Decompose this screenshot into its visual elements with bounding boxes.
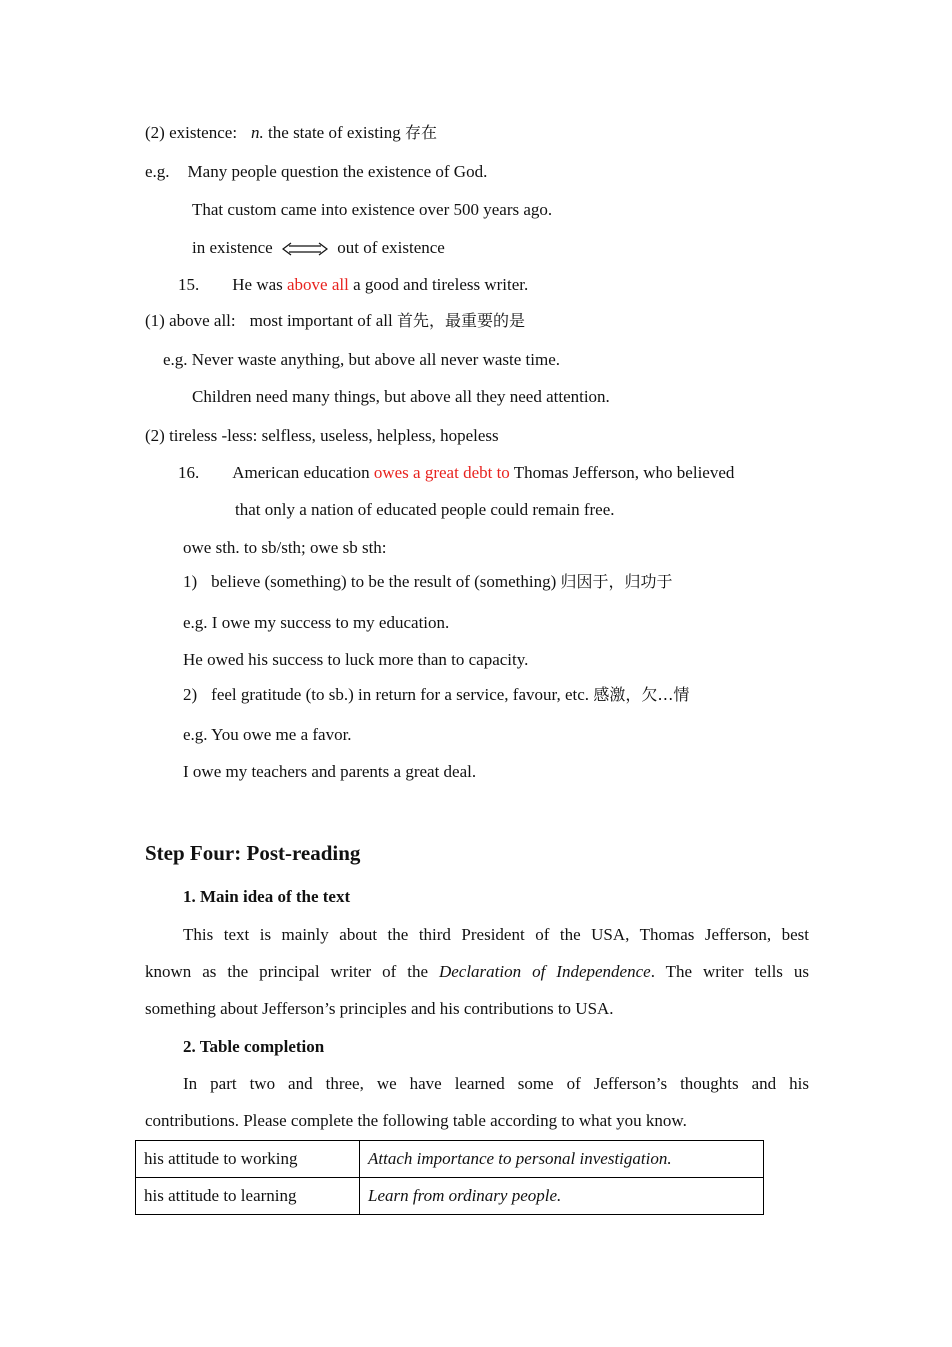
definition-text: believe (something) to be the result of (something): [211, 572, 561, 591]
chinese-gloss: 感激，欠…情: [593, 685, 690, 704]
paragraph-line: contributions. Please complete the following table according to what you know.: [145, 1111, 687, 1130]
definition-tireless: (2) tireless -less: selfless, useless, helpless, hopeless: [145, 426, 499, 445]
phrase-out-of-existence: out of existence: [337, 238, 445, 257]
example-line: That custom came into existence over 500 years ago.: [192, 200, 553, 219]
example-line: Children need many things, but above all they need attention.: [192, 387, 610, 406]
chinese-gloss: 存在: [404, 123, 437, 142]
usage-pattern: owe sth. to sb/sth; owe sb sth:: [183, 538, 387, 557]
example-line: e.g. You owe me a favor.: [183, 725, 352, 744]
sentence-15: [178, 274, 528, 296]
sentence-text: He was: [232, 275, 288, 294]
eg-label: e.g.: [145, 162, 170, 181]
table-cell-answer: Attach importance to personal investigation.: [360, 1141, 764, 1178]
sentence-text: a good and tireless writer.: [348, 275, 529, 294]
highlighted-phrase: above all: [287, 275, 349, 294]
sentence-number: 16.: [178, 463, 200, 482]
meaning-number: 2): [183, 685, 198, 704]
sentence-number: 15.: [178, 275, 200, 294]
example-line: e.g. Never waste anything, but above all never waste time.: [163, 350, 561, 369]
table-row: [136, 1141, 764, 1178]
paragraph-line: something about Jefferson’s principles and his contributions to USA.: [145, 999, 614, 1018]
table-cell-label: his attitude to working: [136, 1141, 360, 1178]
example-line: I owe my teachers and parents a great deal.: [183, 762, 477, 781]
paragraph-text: known as the principal writer of the: [145, 962, 439, 981]
sentence-continuation: that only a nation of educated people could remain free.: [235, 500, 615, 519]
sentence-16: [178, 462, 734, 484]
meaning-1: [183, 571, 673, 593]
chinese-gloss: 归因于，归功于: [560, 572, 673, 591]
paragraph-line: This text is mainly about the third President of the USA, Thomas Jefferson, best: [183, 925, 809, 944]
definition-text: the state of existing: [263, 123, 405, 142]
definition-text: most important of all: [249, 311, 397, 330]
example-line: e.g. I owe my success to my education.: [183, 613, 450, 632]
double-arrow-icon: [281, 242, 329, 256]
example-text: Many people question the existence of God.: [187, 162, 488, 181]
definition-above-all: [145, 310, 525, 332]
table-row: [136, 1178, 764, 1215]
table-cell-answer: Learn from ordinary people.: [360, 1178, 764, 1215]
paragraph-line: In part two and three, we have learned some of Jefferson’s thoughts and his: [183, 1074, 809, 1093]
example-line: He owed his success to luck more than to capacity.: [183, 650, 529, 669]
meaning-2: [183, 684, 689, 706]
definition-existence: [145, 122, 437, 144]
meaning-number: 1): [183, 572, 198, 591]
example-line: [145, 161, 487, 183]
subsection-heading: 2. Table completion: [183, 1037, 325, 1056]
term-label: (1) above all:: [145, 311, 236, 330]
highlighted-phrase: owes a great debt to: [373, 463, 510, 482]
sentence-text: American education: [232, 463, 374, 482]
paragraph-line: [145, 961, 809, 983]
chinese-gloss: 首先，最重要的是: [396, 311, 525, 330]
sentence-text: Thomas Jefferson, who believed: [509, 463, 735, 482]
definition-text: feel gratitude (to sb.) in return for a service, favour, etc.: [211, 685, 594, 704]
part-of-speech: n.: [251, 123, 264, 142]
subsection-heading: 1. Main idea of the text: [183, 887, 351, 906]
section-heading: Step Four: Post-reading: [145, 841, 361, 865]
table-cell-label: his attitude to learning: [136, 1178, 360, 1215]
completion-table: [135, 1140, 764, 1215]
paragraph-text: . The writer tells us: [650, 962, 809, 981]
document-title: Declaration of Independence: [438, 962, 651, 981]
term-label: (2) existence:: [145, 123, 238, 142]
antonym-line: [192, 237, 445, 259]
phrase-in-existence: in existence: [192, 238, 273, 257]
